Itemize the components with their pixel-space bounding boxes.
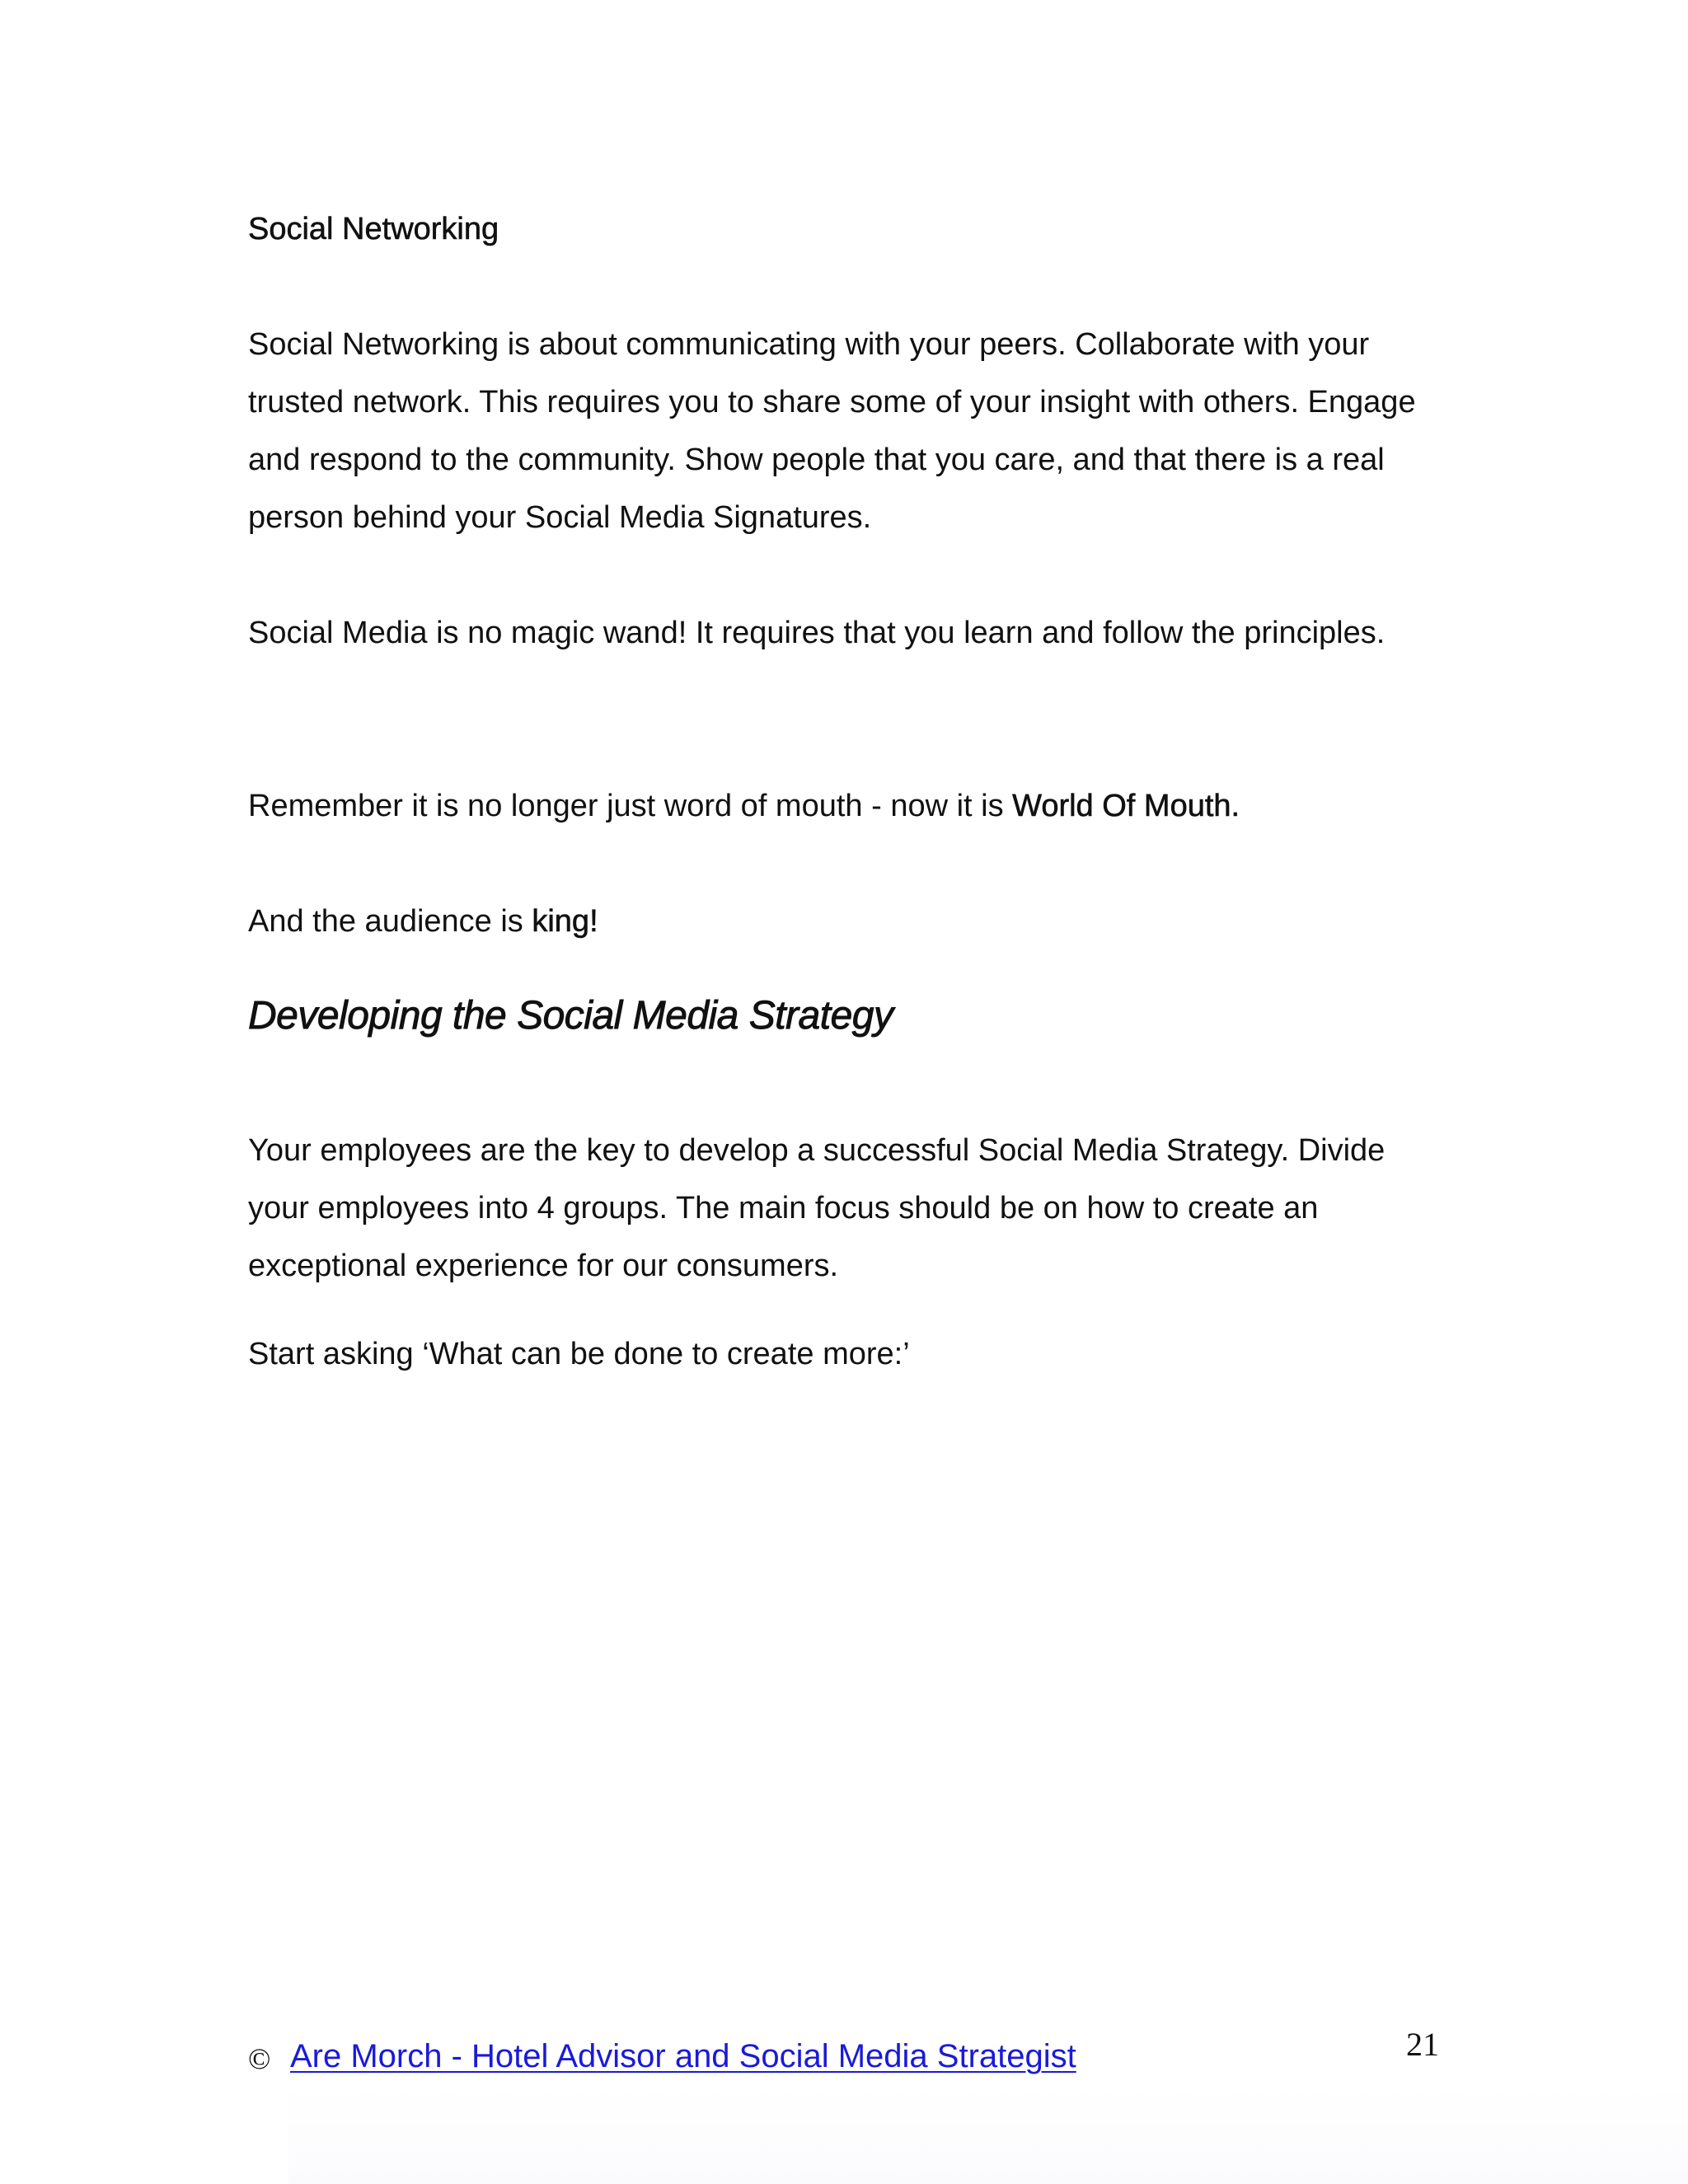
- paragraph-employees: Your employees are the key to develop a successful Social Media Strategy. Divide your employees into 4 groups. The main focus should be on how to create an exceptional experience for our consumers.: [248, 1133, 1386, 1283]
- page-footer: [248, 2026, 1439, 2083]
- paragraph-social-networking: Social Networking is about communicating with your peers. Collaborate with your trusted network. This requires you to share some of your insight with others. Engage and respond to the community. Show people that you care, and that there is a real person behind your Social Media Signatures.: [248, 327, 1416, 535]
- king-emphasis: king!: [532, 904, 598, 939]
- page-bottom-shade: [288, 2085, 1688, 2184]
- paragraph-start-asking: Start asking ‘What can be done to create more:’: [248, 1337, 910, 1371]
- world-of-mouth-emphasis: World Of Mouth.: [1012, 789, 1240, 823]
- paragraph-audience-text: And the audience is: [248, 904, 532, 939]
- paragraph-world-of-mouth: [248, 777, 1451, 835]
- paragraph-audience-king: [248, 893, 1451, 950]
- strategy-heading: Developing the Social Media Strategy: [248, 994, 893, 1038]
- page-number: 21: [1406, 2026, 1439, 2063]
- section-title: Social Networking: [248, 212, 499, 246]
- paragraph-world-of-mouth-text: Remember it is no longer just word of mouth - now it is: [248, 789, 1013, 823]
- copyright-symbol: ©: [248, 2042, 271, 2075]
- paragraph-magic-wand: Social Media is no magic wand! It requires that you learn and follow the principles.: [248, 616, 1386, 650]
- author-link[interactable]: Are Morch - Hotel Advisor and Social Media Strategist: [290, 2038, 1076, 2074]
